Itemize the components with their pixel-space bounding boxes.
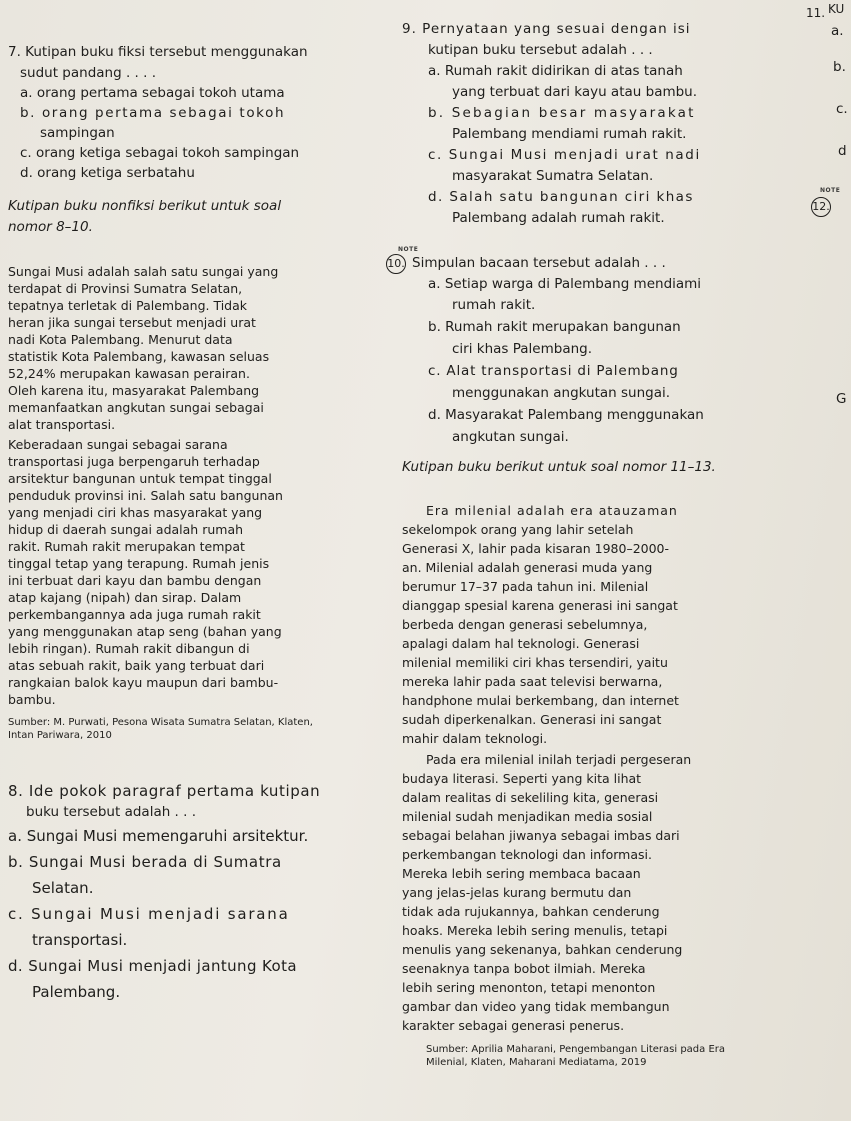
passage-2-line: milenial sudah menjadikan media sosial <box>402 809 653 824</box>
question-9-option-b[interactable]: b. Sebagian besar masyarakat <box>428 105 696 121</box>
note-label: NOTE <box>398 246 419 253</box>
passage-2-line: seenaknya tanpa bobot ilmiah. Mereka <box>402 961 646 976</box>
edge-question-number: 11. <box>806 6 826 20</box>
edge-fragment-b: b. <box>833 59 846 75</box>
question-9-option-d-cont: Palembang adalah rumah rakit. <box>452 210 665 226</box>
passage-2-line: apalagi dalam hal teknologi. Generasi <box>402 636 640 651</box>
passage-1-line: alat transportasi. <box>8 417 116 432</box>
passage-1-line: rakit. Rumah rakit merupakan tempat <box>8 539 245 554</box>
passage-2-line: tidak ada rujukannya, bahkan cenderung <box>402 904 660 919</box>
question-8-option-d-cont: Palembang. <box>32 983 121 1001</box>
passage-2-line: mereka lahir pada saat televisi berwarna, <box>402 674 663 689</box>
passage-1-line: ini terbuat dari kayu dan bambu dengan <box>8 573 262 588</box>
passage-2-line: gambar dan video yang tidak membangun <box>402 999 670 1014</box>
passage-2-line: sekelompok orang yang lahir setelah <box>402 522 634 537</box>
passage-2-line: Era milenial adalah era atauzaman <box>426 503 678 518</box>
passage-1-line: nadi Kota Palembang. Menurut data <box>8 332 233 347</box>
passage-1-line: yang menggunakan atap seng (bahan yang <box>8 624 282 639</box>
passage-1-line: yang menjadi ciri khas masyarakat yang <box>8 505 263 520</box>
passage-1-line: perkembangannya ada juga rumah rakit <box>8 607 261 622</box>
question-9-option-c[interactable]: c. Sungai Musi menjadi urat nadi <box>428 147 701 163</box>
edge-fragment-c: c. <box>836 101 848 117</box>
edge-fragment-d: d <box>838 143 847 159</box>
question-8-option-c-cont: transportasi. <box>32 931 128 949</box>
passage-1-line: hidup di daerah sungai adalah rumah <box>8 522 244 537</box>
passage-2-line: Pada era milenial inilah terjadi pergeseran <box>426 752 692 767</box>
question-8-option-d[interactable]: d. Sungai Musi menjadi jantung Kota <box>8 957 297 975</box>
passage-1-line: Sungai Musi adalah salah satu sungai yang <box>8 264 279 279</box>
passage-2-line: milenial memiliki ciri khas tersendiri, yaitu <box>402 655 668 670</box>
passage-1-source: Sumber: M. Purwati, Pesona Wisata Sumatra Selatan, Klaten, <box>8 717 313 728</box>
question-10-option-a-cont: rumah rakit. <box>452 297 536 313</box>
question-10-option-a[interactable]: a. Setiap warga di Palembang mendiami <box>428 276 702 292</box>
question-10-option-b[interactable]: b. Rumah rakit merupakan bangunan <box>428 319 681 335</box>
passage-1-line: arsitektur bangunan untuk tempat tinggal <box>8 471 272 486</box>
passage-1-source-cont: Intan Pariwara, 2010 <box>8 730 112 741</box>
passage-2-line: Generasi X, lahir pada kisaran 1980–2000- <box>402 541 670 556</box>
passage-2-line: berbeda dengan generasi sebelumnya, <box>402 617 648 632</box>
passage-1-line: tinggal tetap yang terapung. Rumah jenis <box>8 556 270 571</box>
question-8-option-c[interactable]: c. Sungai Musi menjadi sarana <box>8 905 290 923</box>
question-9-stem: 9. Pernyataan yang sesuai dengan isi <box>402 21 691 37</box>
passage-2-line: berumur 17–37 pada tahun ini. Milenial <box>402 579 649 594</box>
passage-1-line: memanfaatkan angkutan sungai sebagai <box>8 400 264 415</box>
question-7-option-d[interactable]: d. orang ketiga serbatahu <box>20 165 195 181</box>
passage-1-line: terdapat di Provinsi Sumatra Selatan, <box>8 281 243 296</box>
question-9-option-c-cont: masyarakat Sumatra Selatan. <box>452 168 654 184</box>
passage-2-line: dalam realitas di sekeliling kita, generasi <box>402 790 659 805</box>
margin-note-label: NOTE <box>820 187 841 194</box>
question-10-option-d[interactable]: d. Masyarakat Palembang menggunakan <box>428 407 704 423</box>
question-10-number-circle: 10. <box>386 254 406 274</box>
question-7-option-c[interactable]: c. orang ketiga sebagai tokoh sampingan <box>20 145 300 161</box>
question-8-stem: 8. Ide pokok paragraf pertama kutipan <box>8 782 321 800</box>
passage-1-line: Keberadaan sungai sebagai sarana <box>8 437 228 452</box>
question-9-option-d[interactable]: d. Salah satu bangunan ciri khas <box>428 189 694 205</box>
passage-1-line: Oleh karena itu, masyarakat Palembang <box>8 383 260 398</box>
passage-2-line: handphone mulai berkembang, dan internet <box>402 693 679 708</box>
passage-1-line: atap kajang (nipah) dan sirap. Dalam <box>8 590 242 605</box>
passage-2-line: sudah diperkenalkan. Generasi ini sangat <box>402 712 662 727</box>
passage-2-line: mahir dalam teknologi. <box>402 731 548 746</box>
question-9-stem-cont: kutipan buku tersebut adalah . . . <box>428 42 653 58</box>
edge-fragment-ku: KU <box>828 2 845 16</box>
passage-1-line: bambu. <box>8 692 56 707</box>
passage-2-source: Sumber: Aprilia Maharani, Pengembangan Literasi pada Era <box>426 1044 726 1055</box>
margin-number-circle: 12. <box>811 197 831 217</box>
passage-1-line: penduduk provinsi ini. Salah satu bangunan <box>8 488 283 503</box>
passage-2-line: menulis yang sekenanya, bahkan cenderung <box>402 942 683 957</box>
question-7-option-b-cont: sampingan <box>40 125 115 141</box>
question-8-option-b[interactable]: b. Sungai Musi berada di Sumatra <box>8 853 282 871</box>
question-9-option-a-cont: yang terbuat dari kayu atau bambu. <box>452 84 698 100</box>
passage-1-line: atas sebuah rakit, baik yang terbuat dari <box>8 658 265 673</box>
question-8-option-b-cont: Selatan. <box>32 879 94 897</box>
question-8-stem-cont: buku tersebut adalah . . . <box>26 804 197 820</box>
passage-2-line: sebagai belahan jiwanya sebagai imbas dari <box>402 828 680 843</box>
edge-fragment-a: a. <box>831 23 844 39</box>
question-10-option-b-cont: ciri khas Palembang. <box>452 341 593 357</box>
passage-2-line: an. Milenial adalah generasi muda yang <box>402 560 653 575</box>
question-9-option-b-cont: Palembang mendiami rumah rakit. <box>452 126 687 142</box>
passage-2-line: dianggap spesial karena generasi ini sangat <box>402 598 678 613</box>
question-7-stem: 7. Kutipan buku fiksi tersebut menggunakan <box>8 44 308 60</box>
edge-fragment-g: G <box>836 391 847 407</box>
question-10-option-c[interactable]: c. Alat transportasi di Palembang <box>428 363 679 379</box>
question-10-stem: Simpulan bacaan tersebut adalah . . . <box>412 255 666 271</box>
passage-1-line: heran jika sungai tersebut menjadi urat <box>8 315 256 330</box>
passage-2-line: Mereka lebih sering membaca bacaan <box>402 866 641 881</box>
passage-1-line: 52,24% merupakan kawasan perairan. <box>8 366 250 381</box>
passage-1-line: transportasi juga berpengaruh terhadap <box>8 454 260 469</box>
passage-2-line: hoaks. Mereka lebih sering menulis, tetapi <box>402 923 668 938</box>
question-10-option-c-cont: menggunakan angkutan sungai. <box>452 385 671 401</box>
question-7-option-a[interactable]: a. orang pertama sebagai tokoh utama <box>20 85 285 101</box>
question-8-option-a[interactable]: a. Sungai Musi memengaruhi arsitektur. <box>8 827 309 845</box>
passage-2-line: perkembangan teknologi dan informasi. <box>402 847 652 862</box>
passage-2-line: yang jelas-jelas kurang bermutu dan <box>402 885 632 900</box>
passage-2-source-cont: Milenial, Klaten, Maharani Mediatama, 2019 <box>426 1057 647 1068</box>
passage-1-line: rangkaian balok kayu maupun dari bambu- <box>8 675 279 690</box>
passage-1-intro: Kutipan buku nonfiksi berikut untuk soal <box>8 198 282 214</box>
passage-1-intro-cont: nomor 8–10. <box>8 219 93 235</box>
question-10-option-d-cont: angkutan sungai. <box>452 429 569 445</box>
passage-1-line: lebih ringan). Rumah rakit dibangun di <box>8 641 250 656</box>
passage-1-line: tepatnya terletak di Palembang. Tidak <box>8 298 248 313</box>
passage-1-line: statistik Kota Palembang, kawasan seluas <box>8 349 270 364</box>
passage-2-intro: Kutipan buku berikut untuk soal nomor 11–13. <box>402 459 716 475</box>
passage-2-line: budaya literasi. Seperti yang kita lihat <box>402 771 642 786</box>
passage-2-line: karakter sebagai generasi penerus. <box>402 1018 625 1033</box>
question-7-option-b[interactable]: b. orang pertama sebagai tokoh <box>20 105 286 121</box>
passage-2-line: lebih sering menonton, tetapi menonton <box>402 980 656 995</box>
question-7-stem-cont: sudut pandang . . . . <box>20 65 156 81</box>
question-9-option-a[interactable]: a. Rumah rakit didirikan di atas tanah <box>428 63 683 79</box>
